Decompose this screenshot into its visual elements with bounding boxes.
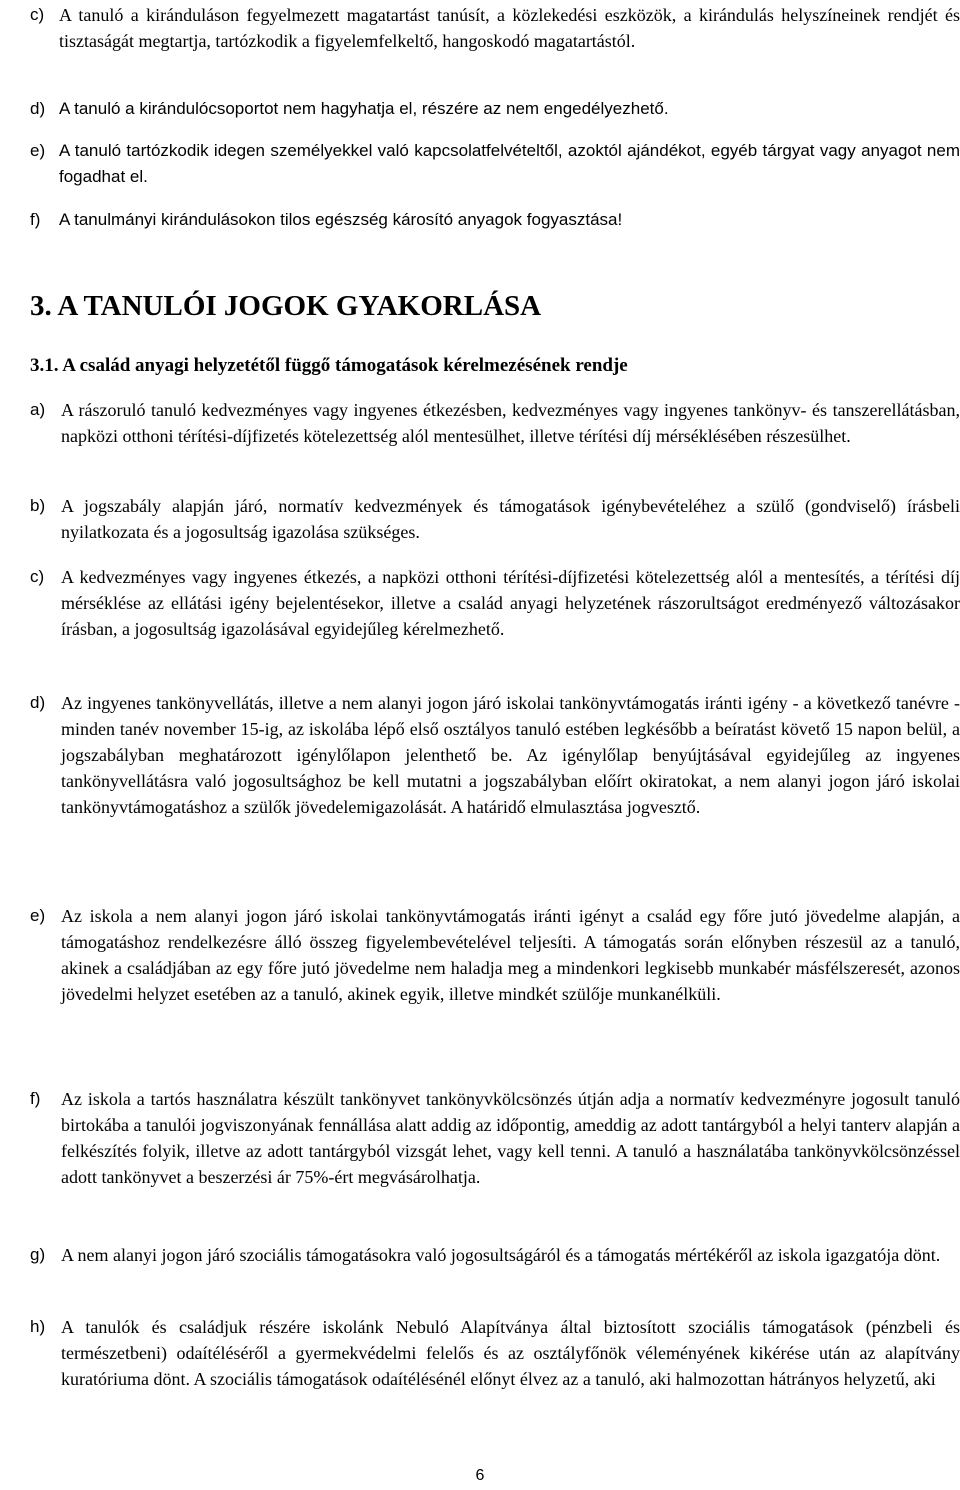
list-item-text: Az iskola a nem alanyi jogon járó iskolai tankönyvtámogatás iránti igényt a család egy főre jutó jövedelme alapján, a támogatáshoz rendelkezésre álló összeg figyelembevételével teljesíti. A támogatás során előnyben részesül az a tanuló, akinek a családjában az egy főre jutó jövedelme nem haladja meg a mindenkori legkisebb munkabér másfélszeresét, azonos jövedelmi helyzet esetében az a tanuló, akinek egyik, illetve mindkét szülője munkanélküli. (61, 906, 960, 1004)
list-marker: a) (30, 400, 46, 419)
list-marker: f) (30, 1089, 41, 1108)
list-item-text: A jogszabály alapján járó, normatív kedvezmények és támogatások igénybevételéhez a szülő (gondviselő) írásbeli nyilatkozata és a jogosultság igazolása szükséges. (61, 496, 960, 542)
list-item-top-e (30, 138, 960, 190)
page-number: 6 (475, 1467, 485, 1484)
list-item-top-d (30, 96, 960, 122)
list-item-top-c (30, 2, 960, 54)
list-item-top-f (30, 207, 960, 233)
list-marker: c) (30, 5, 45, 24)
list-item-e (30, 903, 960, 1007)
list-item-text: A tanuló a kirándulócsoportot nem hagyhatja el, részére az nem engedélyezhető. (59, 99, 669, 118)
list-marker: c) (30, 567, 45, 586)
list-item-text: A tanuló a kiránduláson fegyelmezett magatartást tanúsít, a közlekedési eszközök, a kirándulás helyszíneinek rendjét és tisztaságát megtartja, tartózkodik a figyelemfelkeltő, hangoskodó magatartástól. (59, 5, 960, 51)
list-item-h (30, 1314, 960, 1392)
list-item-a (30, 397, 960, 449)
list-item-f (30, 1086, 960, 1190)
list-marker: e) (30, 141, 46, 160)
list-item-text: A tanuló tartózkodik idegen személyekkel való kapcsolatfelvételtől, azoktól ajándékot, egyéb tárgyat vagy anyagot nem fogadhat el. (59, 141, 960, 186)
list-item-text: Az iskola a tartós használatra készült tankönyvet tankönyvkölcsönzés útján adja a normatív kedvezményre jogosult tanuló birtokába a tanulói jogviszonyának fennállása alatt addig az időpontig, ameddig az adott tantárgyból a helyi tanterv alapján a felkészítés folyik, illetve az adott tantárgyból vizsgát lehet, vagy kell tenni. A tanuló a használatába tankönyvkölcsönzéssel adott tankönyvet a beszerzési ár 75%-ért megvásárolhatja. (61, 1089, 960, 1187)
list-item-d (30, 690, 960, 820)
list-marker: d) (30, 99, 46, 118)
list-marker: e) (30, 906, 46, 925)
list-item-text: A kedvezményes vagy ingyenes étkezés, a napközi otthoni térítési-díjfizetési kötelezettség alól a mentesítés, a térítési díj mérséklése az ellátási igény bejelentésekor, illetve a család anyagi helyzetének rászorultságot eredményező változásakor írásban, a jogosultság igazolásával egyidejűleg kérelmezhető. (61, 567, 960, 639)
list-item-c (30, 564, 960, 642)
subsection-title: 3.1. A család anyagi helyzetétől függő támogatások kérelmezésének rendje (30, 355, 628, 376)
list-item-text: A rászoruló tanuló kedvezményes vagy ingyenes étkezésben, kedvezményes vagy ingyenes tankönyv- és tanszerellátásban, napközi otthoni térítési-díjfizetés kötelezettség alól mentesülhet, illetve térítési díj mérséklésében részesülhet. (61, 400, 960, 446)
section-title: 3. A TANULÓI JOGOK GYAKORLÁSA (30, 290, 542, 322)
list-item-text: A tanulmányi kirándulásokon tilos egészség károsító anyagok fogyasztása! (59, 210, 623, 229)
list-item-text: A tanulók és családjuk részére iskolánk Nebuló Alapítványa által biztosított szociális támogatások (pénzbeli és természetbeni) odaítéléséről a gyermekvédelmi felelős és az osztályfőnök véleményének kikérése után az alapítvány kuratóriuma dönt. A szociális támogatások odaítélésénél előnyt élvez az a tanuló, aki halmozottan hátrányos helyzetű, aki (61, 1317, 960, 1389)
list-marker: b) (30, 496, 46, 515)
list-marker: f) (30, 210, 41, 229)
list-marker: g) (30, 1245, 46, 1264)
list-marker: d) (30, 693, 46, 712)
list-item-b (30, 493, 960, 545)
list-item-g (30, 1242, 960, 1268)
list-item-text: Az ingyenes tankönyvellátás, illetve a nem alanyi jogon járó iskolai tankönyvtámogatás iránti igény - a következő tanévre - minden tanév november 15-ig, az iskolába lépő első osztályos tanuló estében legkésőbb a beíratást követő 15 napon belül, a jogszabályban meghatározott igénylőlapon jelenthető be. Az igénylőlap benyújtásával egyidejűleg az ingyenes tankönyvellátásra való jogosultsághoz be kell mutatni a jogszabályban előírt okiratokat, a nem alanyi jogon járó iskolai tankönyvtámogatáshoz a szülők jövedelemigazolását. A határidő elmulasztása jogvesztő. (61, 693, 960, 817)
list-marker: h) (30, 1317, 46, 1336)
list-item-text: A nem alanyi jogon járó szociális támogatásokra való jogosultságáról és a támogatás mértékéről az iskola igazgatója dönt. (61, 1245, 941, 1265)
